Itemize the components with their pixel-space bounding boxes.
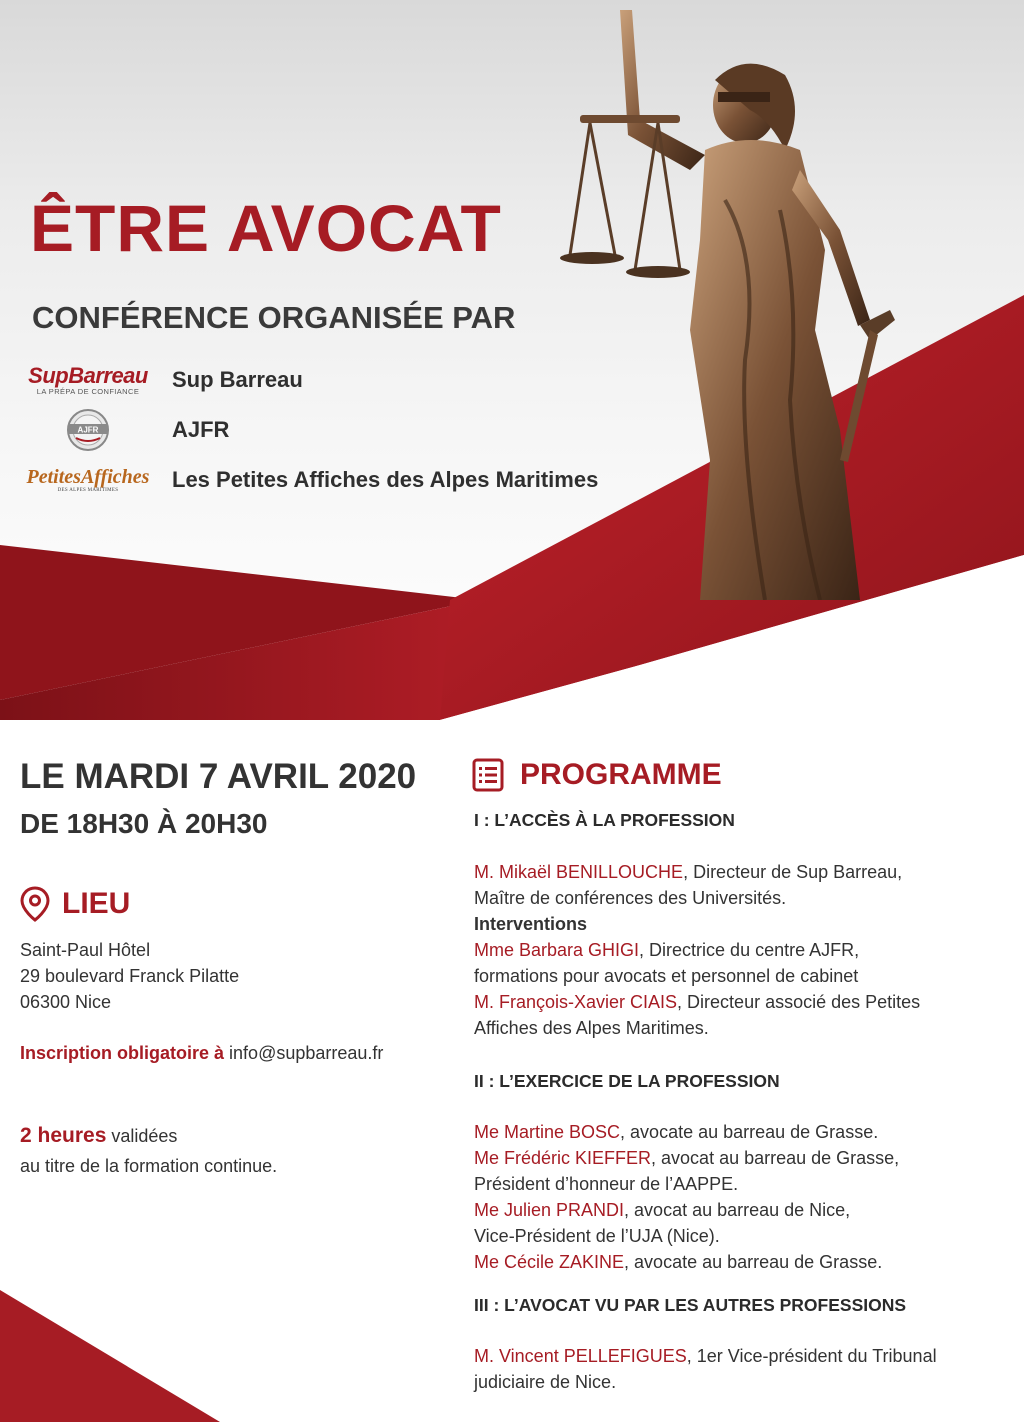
section-heading: III : L’AVOCAT VU PAR LES AUTRES PROFESSIONS [474, 1295, 907, 1315]
petites-affiches-logo-text: PetitesAffiches [26, 466, 150, 488]
organizer-supbarreau [24, 360, 303, 400]
supbarreau-logo [24, 360, 152, 400]
inscription-line [20, 1043, 383, 1064]
hours-validated: validées [106, 1126, 178, 1146]
lieu-label: LIEU [62, 887, 131, 920]
petites-affiches-logo [24, 460, 152, 500]
speaker-role-cont: Affiches des Alpes Maritimes. [474, 1018, 709, 1038]
event-date: LE MARDI 7 AVRIL 2020 [20, 757, 417, 796]
speaker-name: Me Martine BOSC [474, 1122, 621, 1142]
red-corner-decoration [0, 1280, 220, 1422]
speaker-role-cont: Vice-Président de l’UJA (Nice). [474, 1226, 720, 1246]
organizer-name: AJFR [172, 417, 230, 442]
section-heading: I : L’ACCÈS À LA PROFESSION [474, 810, 735, 830]
lieu-heading [20, 886, 130, 922]
supbarreau-logo-text: SupBarreau [28, 362, 148, 388]
speaker-role: , Directeur de Sup Barreau, [683, 862, 903, 882]
address-line: Saint-Paul Hôtel [20, 940, 151, 960]
speaker-role: , avocate au barreau de Grasse. [620, 1122, 879, 1142]
hours-line-2: au titre de la formation continue. [20, 1156, 278, 1176]
speaker-role: , 1er Vice-président du Tribunal [686, 1346, 937, 1366]
organizer-ajfr [24, 410, 230, 450]
event-subtitle: CONFÉRENCE ORGANISÉE PAR [32, 300, 516, 335]
speaker-role-cont: Maître de conférences des Universités. [474, 888, 787, 908]
hours-count: 2 heures [20, 1124, 107, 1147]
speaker-name: M. François-Xavier CIAIS [474, 992, 678, 1012]
speaker-entry [474, 1119, 1014, 1275]
lady-justice-image [540, 0, 1024, 600]
document-list-icon [472, 758, 504, 792]
supbarreau-logo-tag: LA PRÉPA DE CONFIANCE [36, 386, 140, 396]
speaker-name: Me Cécile ZAKINE [474, 1252, 625, 1272]
organizer-petites-affiches [24, 460, 599, 500]
ajfr-logo [24, 410, 152, 450]
speaker-name: M. Mikaël BENILLOUCHE [474, 862, 684, 882]
section-heading: II : L’EXERCICE DE LA PROFESSION [474, 1071, 780, 1091]
speaker-role: , avocate au barreau de Grasse. [624, 1252, 883, 1272]
speaker-name: M. Vincent PELLEFIGUES [474, 1346, 687, 1366]
speaker-role: , avocat au barreau de Grasse, [651, 1148, 900, 1168]
organizer-name: Les Petites Affiches des Alpes Maritimes [172, 467, 599, 492]
hours-line [20, 1124, 177, 1148]
speaker-role: , Directrice du centre AJFR, [639, 940, 860, 960]
speaker-entry [474, 1343, 1014, 1395]
event-title: ÊTRE AVOCAT [30, 191, 502, 265]
speaker-role-cont: judiciaire de Nice. [474, 1372, 617, 1392]
address-line: 06300 Nice [20, 992, 112, 1012]
interventions-label: Interventions [474, 914, 588, 934]
speaker-role: , avocat au barreau de Nice, [624, 1200, 851, 1220]
speaker-role: , Directeur associé des Petites [677, 992, 921, 1012]
address-line: 29 boulevard Franck Pilatte [20, 966, 240, 986]
programme-label: PROGRAMME [520, 758, 722, 791]
organizer-name: Sup Barreau [172, 367, 303, 392]
speaker-name: Me Frédéric KIEFFER [474, 1148, 652, 1168]
programme-heading [472, 758, 722, 792]
speaker-role-cont: formations pour avocats et personnel de cabinet [474, 966, 859, 986]
inscription-label: Inscription obligatoire à [20, 1043, 225, 1063]
speaker-name: Me Julien PRANDI [474, 1200, 625, 1220]
speaker-name: Mme Barbara GHIGI [474, 940, 640, 960]
speaker-entry [474, 859, 1014, 1041]
petites-affiches-logo-tag: DES ALPES MARITIMES [57, 488, 119, 493]
location-pin-icon [20, 886, 50, 922]
event-time: DE 18H30 À 20H30 [20, 808, 268, 839]
speaker-role-cont: Président d’honneur de l’AAPPE. [474, 1174, 739, 1194]
inscription-email[interactable]: info@supbarreau.fr [229, 1043, 384, 1063]
ajfr-logo-text: AJFR [77, 425, 99, 435]
